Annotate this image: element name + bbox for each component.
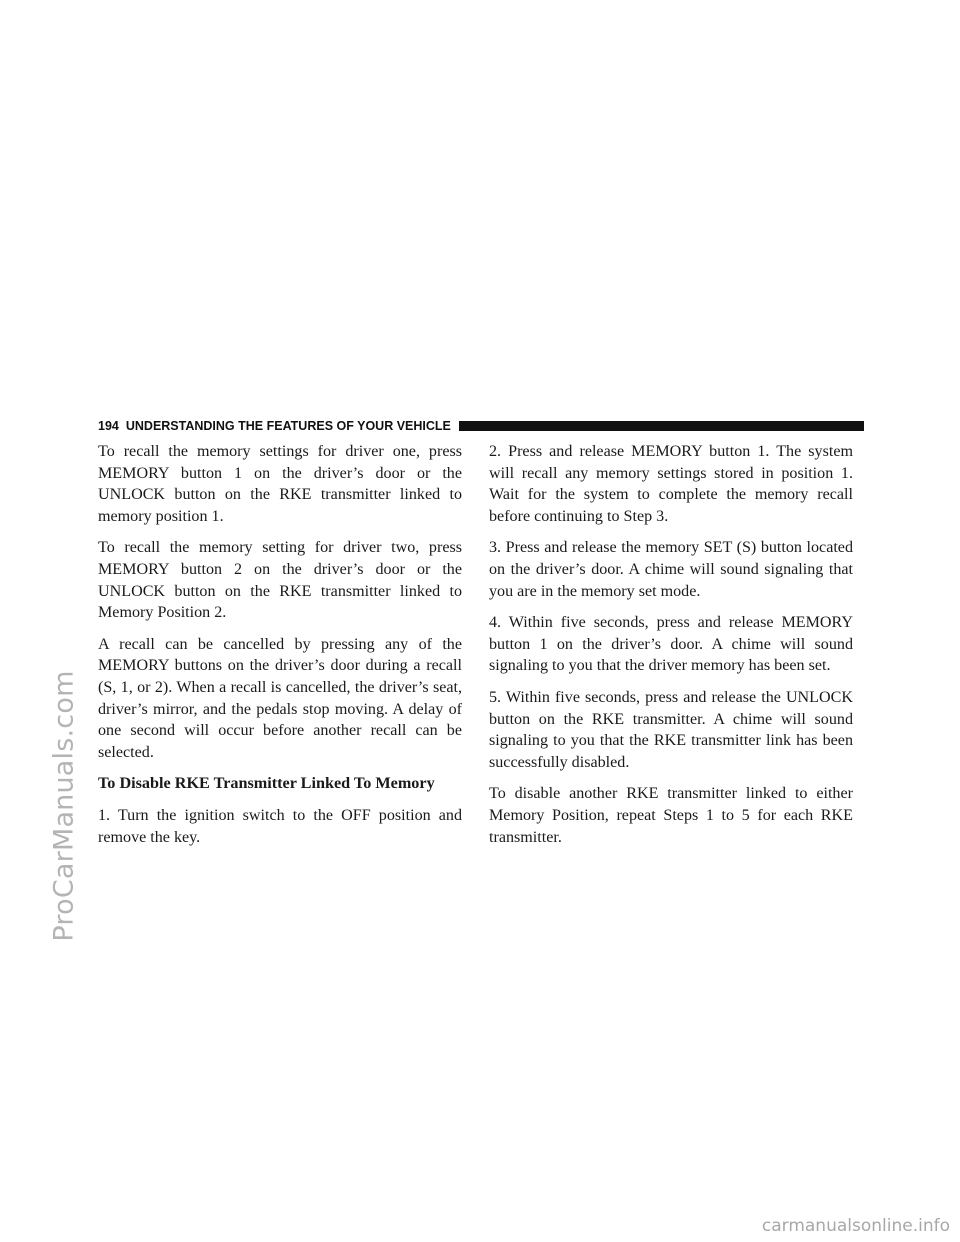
step-1: 1. Turn the ignition switch to the OFF position and remove the key. [98,806,462,846]
paragraph-recall-driver-one: To recall the memory settings for driver one, press MEMORY button 1 on the driver’s door or the UNLOCK button on the RKE transmitter linked to memory position 1. [98,443,462,525]
side-watermark: ProCarManuals.com [48,670,80,942]
paragraph-recall-driver-two: To recall the memory setting for driver two, press MEMORY button 2 on the driver’s door or the UNLOCK button on the RKE transmitter linked to Memory Position 2. [98,539,462,622]
right-column [489,441,853,858]
closing-paragraph: To disable another RKE transmitter linked to either Memory Position, repeat Steps 1 to 5 for each RKE transmitter. [489,785,853,846]
header-rule [459,421,864,431]
page-number: 194 [98,419,119,433]
step-5: 5. Within five seconds, press and release the UNLOCK button on the RKE transmitter. A chime will sound signaling to you that the RKE transmitter link has been successfully disabled. [489,688,853,771]
left-column [98,441,462,858]
step-4: 4. Within five seconds, press and release MEMORY button 1 on the driver’s door. A chime will sound signaling to you that the driver memory has been set. [489,614,853,675]
paragraph-recall-cancel: A recall can be cancelled by pressing any of the MEMORY buttons on the driver’s door during a recall (S, 1, or 2). When a recall is cancelled, the driver’s seat, driver’s mirror, and the pedals stop moving. A delay of one second will occur before another recall can be selected. [98,635,462,761]
step-2: 2. Press and release MEMORY button 1. The system will recall any memory settings stored in position 1. Wait for the system to complete the memory recall before continuing to Step 3. [489,443,853,525]
step-3: 3. Press and release the memory SET (S) button located on the driver’s door. A chime will sound signaling that you are in the memory set mode. [489,539,853,600]
section-title: UNDERSTANDING THE FEATURES OF YOUR VEHICLE [125,419,451,433]
bottom-watermark: carmanualsonline.info [761,1216,950,1236]
page-header [98,417,864,435]
section-heading: To Disable RKE Transmitter Linked To Memory [98,774,435,793]
